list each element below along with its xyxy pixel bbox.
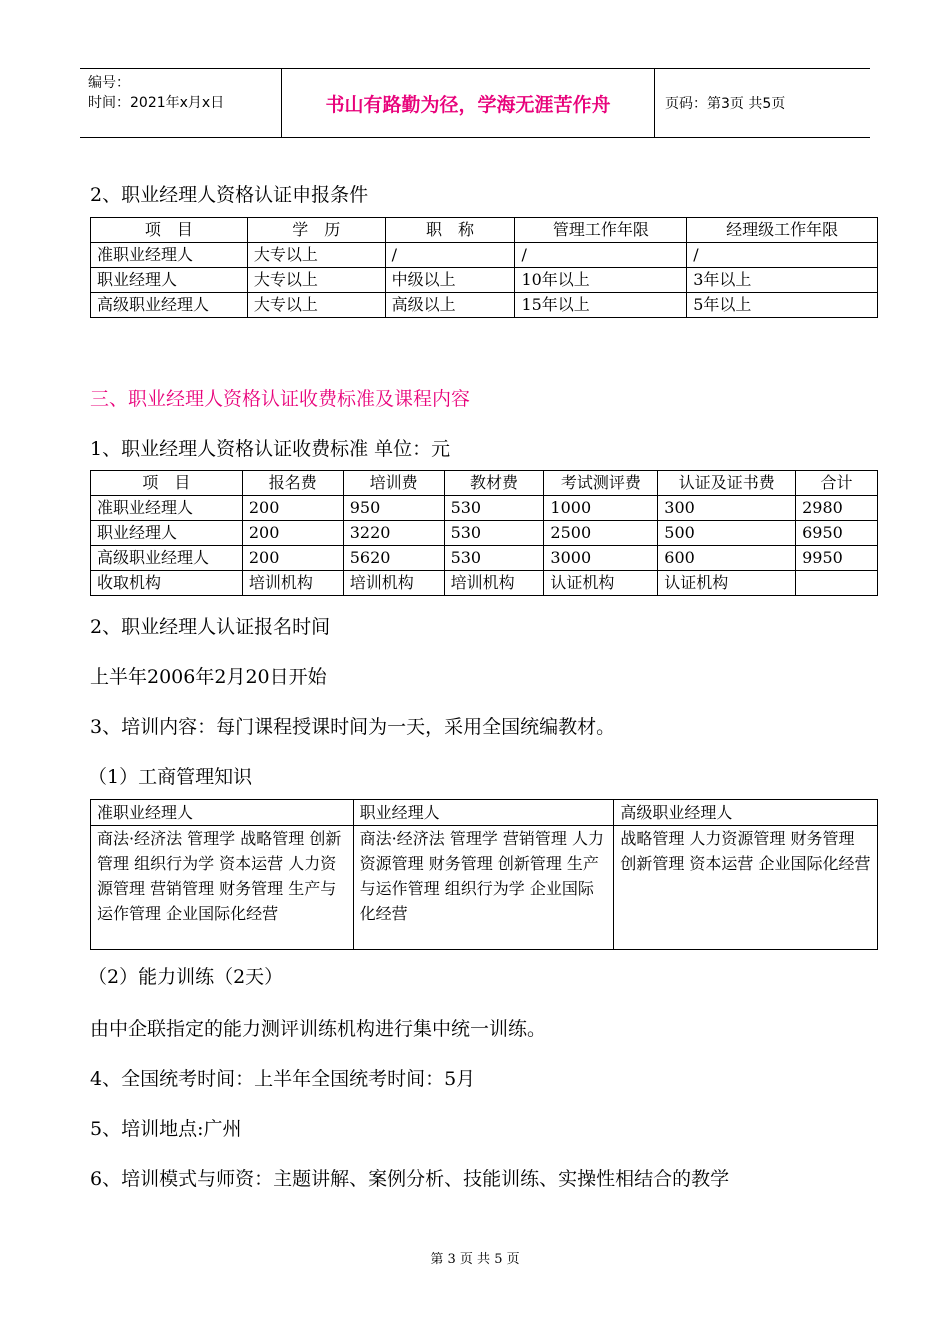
table-cell: 5620 xyxy=(343,546,444,571)
table-cell: 2500 xyxy=(544,521,658,546)
table-cell: 530 xyxy=(444,521,544,546)
table-cell: 职业经理人 xyxy=(91,521,243,546)
table-header-cell: 报名费 xyxy=(242,471,343,496)
table-header-cell: 学 历 xyxy=(247,218,385,243)
item6: 6、培训模式与师资：主题讲解、案例分析、技能训练、实操性相结合的教学 xyxy=(90,1168,730,1190)
table-cell: 认证机构 xyxy=(544,571,658,596)
table-cell: 200 xyxy=(242,521,343,546)
table-header-row xyxy=(91,471,878,496)
table-cell: 认证机构 xyxy=(658,571,796,596)
table-cell: 300 xyxy=(658,496,796,521)
header-page-number: 页码：第3页 共5页 xyxy=(665,96,786,112)
table-cell: / xyxy=(515,243,687,268)
table-row xyxy=(91,521,878,546)
table-cell: 培训机构 xyxy=(242,571,343,596)
table-header-cell: 合计 xyxy=(796,471,878,496)
table-row xyxy=(91,571,878,596)
table-cell: 3000 xyxy=(544,546,658,571)
table-header-cell: 项 目 xyxy=(91,471,243,496)
doc-time-label: 时间：2021年x月x日 xyxy=(88,95,225,111)
header-motto: 书山有路勤为径，学海无涯苦作舟 xyxy=(282,69,655,137)
table-cell: 500 xyxy=(658,521,796,546)
table-cell: 2980 xyxy=(796,496,878,521)
table-cell: 1000 xyxy=(544,496,658,521)
table-cell: 530 xyxy=(444,546,544,571)
table-cell: 3年以上 xyxy=(687,268,878,293)
sub2-text: 由中企联指定的能力测评训练机构进行集中统一训练。 xyxy=(90,1018,547,1040)
reg-time-title: 2、职业经理人认证报名时间 xyxy=(90,616,331,638)
table-cell: 大专以上 xyxy=(247,243,385,268)
table-header-cell: 教材费 xyxy=(444,471,544,496)
table-header-row xyxy=(91,218,878,243)
table-cell: 950 xyxy=(343,496,444,521)
table-cell: 准职业经理人 xyxy=(91,243,248,268)
table-cell: 大专以上 xyxy=(247,293,385,318)
table-cell: 商法·经济法 管理学 战略管理 创新管理 组织行为学 资本运营 人力资源管理 营销管理 财务管理 生产与运作管理 企业国际化经营 xyxy=(91,826,354,950)
header-meta xyxy=(80,69,282,137)
page-header xyxy=(80,68,870,138)
table-header-cell: 认证及证书费 xyxy=(658,471,796,496)
table-row xyxy=(91,546,878,571)
doc-number-label: 编号： xyxy=(88,75,130,91)
fee-title: 1、职业经理人资格认证收费标准 单位：元 xyxy=(90,438,451,460)
table-cell: 600 xyxy=(658,546,796,571)
table-header-cell: 准职业经理人 xyxy=(91,800,354,826)
table-header-cell: 项 目 xyxy=(91,218,248,243)
table-cell: / xyxy=(385,243,515,268)
table-cell: 准职业经理人 xyxy=(91,496,243,521)
table-cell: 6950 xyxy=(796,521,878,546)
table-header-row xyxy=(91,800,878,826)
table-cell: 中级以上 xyxy=(385,268,515,293)
table-cell: 5年以上 xyxy=(687,293,878,318)
reg-time-text: 上半年2006年2月20日开始 xyxy=(90,666,327,688)
table-cell xyxy=(796,571,878,596)
table-row xyxy=(91,293,878,318)
table-cell: 3220 xyxy=(343,521,444,546)
table-cell: 200 xyxy=(242,546,343,571)
item5: 5、培训地点:广州 xyxy=(90,1118,242,1140)
page-footer: 第 3 页 共 5 页 xyxy=(430,1252,520,1267)
table-header-cell: 考试测评费 xyxy=(544,471,658,496)
table-cell: 收取机构 xyxy=(91,571,243,596)
table-row xyxy=(91,826,878,950)
sub1-title: （1）工商管理知识 xyxy=(88,766,253,788)
table-cell: 职业经理人 xyxy=(91,268,248,293)
table-header-cell: 经理级工作年限 xyxy=(687,218,878,243)
table-cell: 530 xyxy=(444,496,544,521)
table-cell: 高级职业经理人 xyxy=(91,546,243,571)
table-cell: 10年以上 xyxy=(515,268,687,293)
table-cell: / xyxy=(687,243,878,268)
table-row xyxy=(91,496,878,521)
item4: 4、全国统考时间：上半年全国统考时间：5月 xyxy=(90,1068,476,1090)
table-header-cell: 高级职业经理人 xyxy=(614,800,878,826)
table-header-cell: 职 称 xyxy=(385,218,515,243)
table-row xyxy=(91,268,878,293)
table-cell: 9950 xyxy=(796,546,878,571)
course-table xyxy=(90,799,878,950)
table-row xyxy=(91,243,878,268)
section2-title: 2、职业经理人资格认证申报条件 xyxy=(90,184,369,206)
conditions-table xyxy=(90,217,878,318)
table-header-cell: 职业经理人 xyxy=(353,800,614,826)
section3-heading: 三、职业经理人资格认证收费标准及课程内容 xyxy=(90,388,471,410)
fee-table xyxy=(90,470,878,596)
table-cell: 战略管理 人力资源管理 财务管理 创新管理 资本运营 企业国际化经营 xyxy=(614,826,878,950)
table-cell: 高级以上 xyxy=(385,293,515,318)
table-cell: 大专以上 xyxy=(247,268,385,293)
table-cell: 高级职业经理人 xyxy=(91,293,248,318)
table-cell: 商法·经济法 管理学 营销管理 人力资源管理 财务管理 创新管理 生产与运作管理 组织行为学 企业国际化经营 xyxy=(353,826,614,950)
table-cell: 15年以上 xyxy=(515,293,687,318)
table-cell: 培训机构 xyxy=(343,571,444,596)
table-cell: 200 xyxy=(242,496,343,521)
table-header-cell: 管理工作年限 xyxy=(515,218,687,243)
table-header-cell: 培训费 xyxy=(343,471,444,496)
training-title: 3、培训内容：每门课程授课时间为一天，采用全国统编教材。 xyxy=(90,716,616,738)
sub2-title: （2）能力训练（2天） xyxy=(88,966,284,988)
table-cell: 培训机构 xyxy=(444,571,544,596)
